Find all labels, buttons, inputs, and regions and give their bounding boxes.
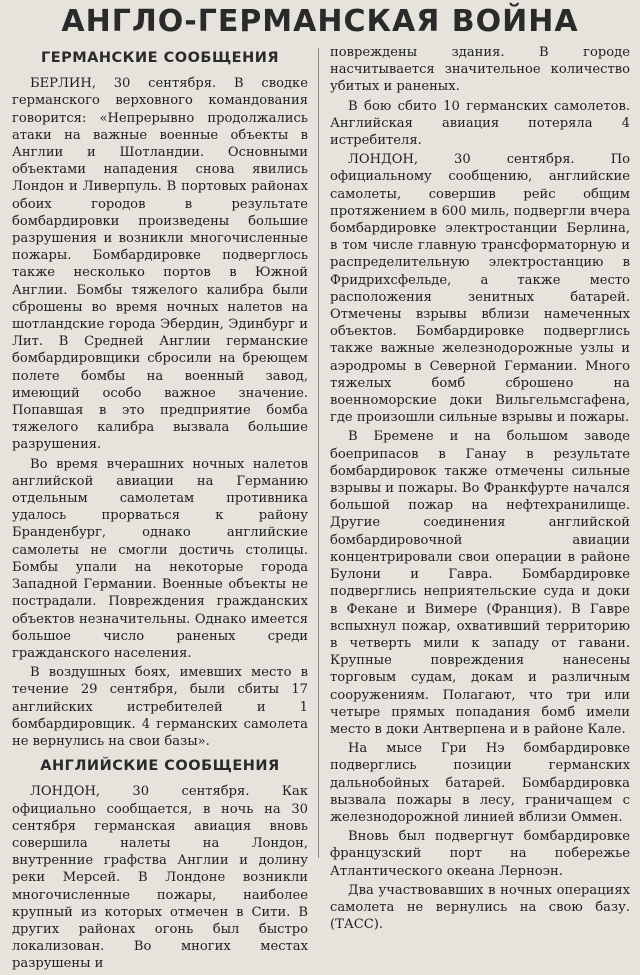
- paragraph: Вновь был подвергнут бомбардировке французский порт на побережье Атлантического океана Лерноэн.: [330, 829, 630, 879]
- paragraph: ЛОНДОН, 30 сентября. По официальному сообщению, английские самолеты, совершив рейс общим протяжением в 600 миль, подвергли вчера бомбардировке электростанции Берлина, в том числе главную трансформаторную и распределительную электростанцию в Фридрихсфельде, а также место расположения зенитных батарей. Отмечены взрывы вблизи намеченных объектов. Бомбардировке подверглись также важные железнодорожные узлы и аэродромы в Северной Германии. Много тяжелых бомб сброшено на военноморские доки Вильгельмсгафена, где произошли сильные взрывы и пожары.: [330, 152, 630, 426]
- page-title: АНГЛО-ГЕРМАНСКАЯ ВОЙНА: [61, 4, 579, 39]
- paragraph: Во время вчерашних ночных налетов английской авиации на Германию отдельным самолетам противника удалось прорваться к району Бранденбург, однако английские самолеты не смогли достичь столицы. Бомбы упали на некоторые города Западной Германии. Военные объекты не пострадали. Повреждения гражданских объектов незначительны. Однако имеется большое число раненых среди гражданского населения.: [12, 456, 308, 661]
- column-divider: [318, 48, 319, 858]
- right-column: [330, 44, 630, 935]
- paragraph: Два участвовавших в ночных операциях самолета не вернулись на свою базу. (ТАСС).: [330, 882, 630, 933]
- paragraph: повреждены здания. В городе насчитывается значительное количество убитых и раненых.: [330, 45, 630, 95]
- paragraph: БЕРЛИН, 30 сентября. В сводке германского верховного командования говорится: «Непрерывно продолжались атаки на важные военные объекты в Англии и Шотландии. Основными объектами нападения снова явились Лондон и Ливерпуль. В портовых районах обоих городов в результате бомбардировки произведены большие разрушения и возникли многочисленные пожары. Бомбардировке подверглось также несколько портов в Южной Англии. Бомбы тяжелого калибра были сброшены во время ночных налетов на шотландские города Эбердин, Эдинбург и Лит. В Средней Англии германские бомбардировщики сбросили на бреющем полете бомбы на военный завод, имеющий особо важное значение. Попавшая в это предприятие бомба тяжелого калибра вызвала большие разрушения.: [12, 76, 308, 453]
- section-heading-english-reports: АНГЛИЙСКИЕ СООБЩЕНИЯ: [40, 758, 280, 775]
- left-column: [12, 48, 308, 975]
- paragraph: В Бремене и на большом заводе боеприпасов в Ганау в результате бомбардировок также отмечены сильные взрывы и пожары. Во Франкфурте начался большой пожар на нефтехранилище. Другие соединения английской бомбардировочной авиации концентрировали свои операции в районе Булони и Гавра. Бомбардировке подверглись неприятельские суда и доки в Фекане и Вимере (Франция). В Гавре вспыхнул пожар, охвативший территорию в четверть мили к западу от гавани. Крупные повреждения нанесены торговым судам, докам и различным сооружениям. Полагают, что три или четыре прямых попадания бомб имели место в доки Антверпена и в районе Кале.: [330, 429, 630, 737]
- section-heading-german-reports: ГЕРМАНСКИЕ СООБЩЕНИЯ: [40, 50, 280, 66]
- paragraph: В бою сбито 10 германских самолетов. Английская авиация потеряла 4 истребителя.: [330, 98, 630, 149]
- paragraph: ЛОНДОН, 30 сентября. Как официально сообщается, в ночь на 30 сентября германская авиация вновь совершила налеты на Лондон, внутренние графства Англии и долину реки Мерсей. В Лондоне возникли многочисленные пожары, наиболее крупный из которых отмечен в Сити. В других районах огонь был быстро локализован. Во многих местах разрушены и: [12, 784, 308, 972]
- paragraph: В воздушных боях, имевших место в течение 29 сентября, были сбиты 17 английских истребителей и 1 бомбардировщик. 4 германских самолета не вернулись на свои базы».: [12, 665, 308, 749]
- paragraph: На мысе Гри Нэ бомбардировке подверглись позиции германских дальнобойных батарей. Бомбардировка вызвала пожары в лесу, граничащем с железнодорожной линией вблизи Оммен.: [330, 741, 630, 825]
